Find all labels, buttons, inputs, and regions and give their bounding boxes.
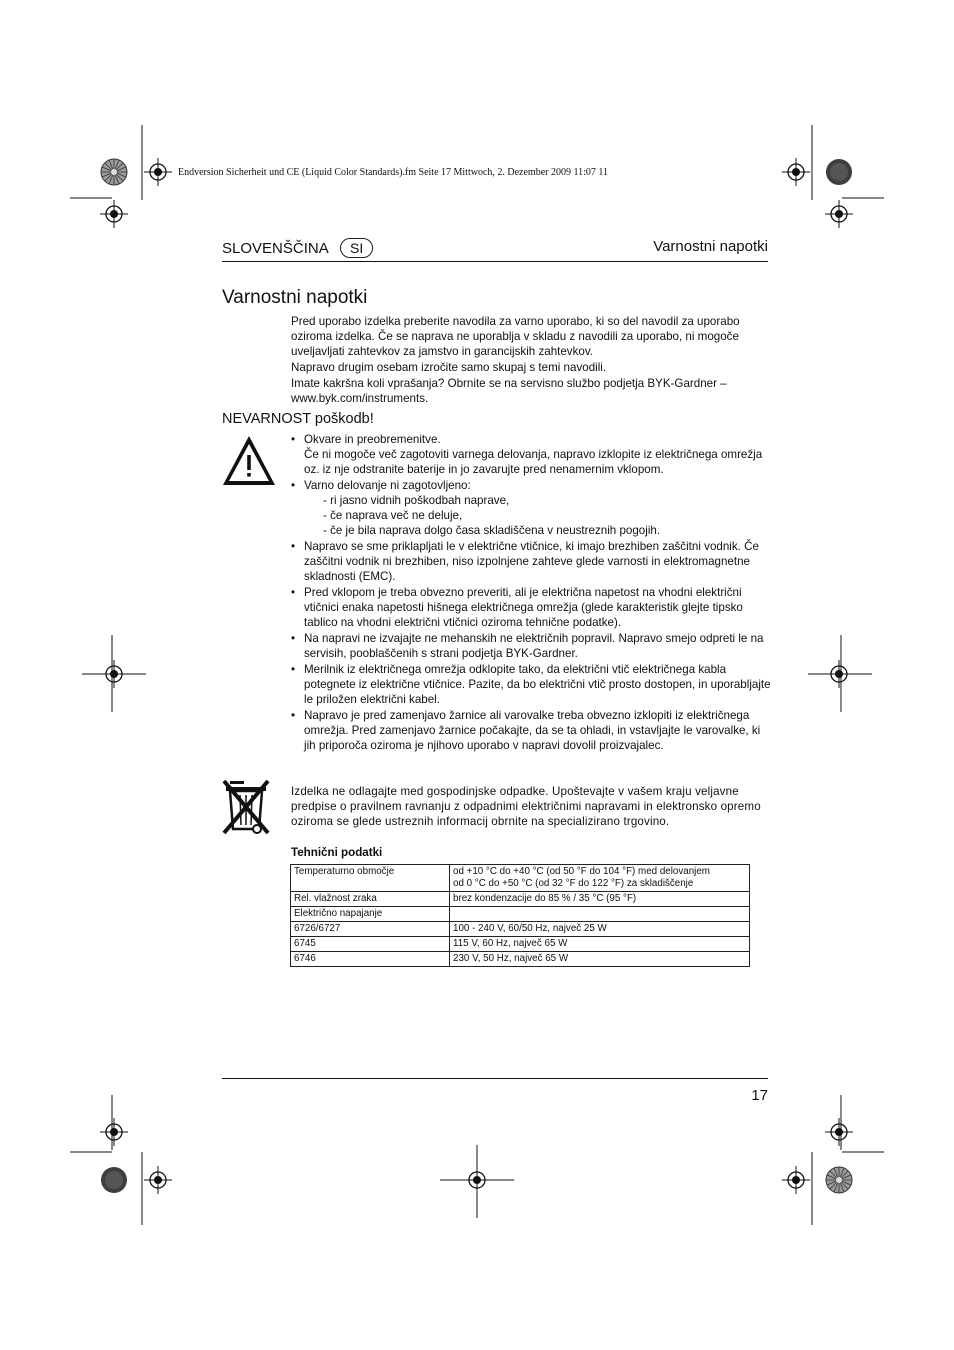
table-cell-value: 100 - 240 V, 60/50 Hz, največ 25 W xyxy=(450,922,750,937)
table-cell-value: od +10 °C do +40 °C (od 50 °F do 104 °F) med delovanjem od 0 °C do +50 °C (od 32 °F do 122 °F) za skladiščenje xyxy=(450,865,750,892)
bullet-icon: • xyxy=(291,632,296,645)
table-cell-value: 230 V, 50 Hz, največ 65 W xyxy=(450,952,750,967)
table-row xyxy=(291,865,750,892)
registration-mark-icon xyxy=(825,1118,853,1146)
list-item: • Varno delovanje ni zagotovljeno: - ri jasno vidnih poškodbah naprave, - če naprava več ne deluje, - če je bila naprava dolgo časa skladiščena v neustreznih pogojih. xyxy=(291,478,771,538)
list-item: • Napravo se sme priklapljati le v električne vtičnice, ki imajo brezhiben zaščitni vodnik. Če zaščitni vodnik ni brezhiben, niso izpolnjene zahteve glede varnosti in elektromagnetne skladnosti (EMC). xyxy=(291,540,759,583)
warning-triangle-icon xyxy=(222,435,276,487)
table-row xyxy=(291,952,750,967)
registration-mark-icon xyxy=(782,158,810,186)
registration-mark-icon xyxy=(100,200,128,228)
bullet-icon: • xyxy=(291,433,296,446)
sub-item: - če naprava več ne deluje, xyxy=(323,509,463,522)
intro-text xyxy=(291,314,769,407)
registration-mark-icon xyxy=(782,1166,810,1194)
table-cell-label: 6746 xyxy=(291,952,450,967)
language-header xyxy=(222,238,373,258)
registration-mark-icon xyxy=(101,1167,127,1193)
table-cell-value: 115 V, 60 Hz, največ 65 W xyxy=(450,937,750,952)
registration-mark-icon xyxy=(144,158,172,186)
sub-item: - če je bila naprava dolgo časa skladiščena v neustreznih pogojih. xyxy=(323,524,661,537)
tech-data-heading: Tehnični podatki xyxy=(291,846,383,859)
bullet-icon: • xyxy=(291,709,296,722)
sub-item: - ri jasno vidnih poškodbah naprave, xyxy=(323,494,510,507)
table-cell-label: Rel. vlažnost zraka xyxy=(291,892,450,907)
registration-mark-icon xyxy=(100,1118,128,1146)
table-cell-label: 6726/6727 xyxy=(291,922,450,937)
intro-paragraph: Napravo drugim osebam izročite samo skupaj s temi navodili. xyxy=(291,361,607,374)
crossed-out-wheelie-bin-icon xyxy=(222,775,270,837)
registration-mark-icon xyxy=(825,200,853,228)
bullet-icon: • xyxy=(291,540,296,553)
page-title: Varnostni napotki xyxy=(222,287,368,308)
list-item: • Merilnik iz električnega omrežja odklopite tako, da električni vtič električnega kabla potegnete iz električne vtičnice. Pazite, da bo električni vtič prosto dostopen, in uporabljajte le priložen električni kabel. xyxy=(291,663,771,706)
intro-paragraph: Pred uporabo izdelka preberite navodila za varno uporabo, ki so del navodil za uporabo oziroma izdelka. Če se naprava ne uporablja v skladu z navodili za uporabo, ni mogoče uveljavljati zahtevkov za jamstvo in garancijskih zahtevkov. xyxy=(291,315,740,358)
language-name: SLOVENŠČINA xyxy=(222,240,328,257)
registration-mark-icon xyxy=(826,1167,852,1193)
print-slug-line: Endversion Sicherheit und CE (Liquid Color Standards).fm Seite 17 Mittwoch, 2. Dezember 2009 11:07 11 xyxy=(178,167,609,178)
language-code-badge: SI xyxy=(340,238,373,258)
bullet-icon: • xyxy=(291,663,296,676)
running-header-section: Varnostni napotki xyxy=(653,238,768,255)
registration-mark-icon xyxy=(826,159,852,185)
table-cell-value xyxy=(450,907,750,922)
list-item: • Napravo je pred zamenjavo žarnice ali varovalke treba obvezno izklopiti iz električnega omrežja. Pred zamenjavo žarnice počakajte, da se ta ohladi, in vstavljajte le varovalke, ki jih priporoča oziroma je njihovo uporabo v napravi dovolil proizvajalec. xyxy=(291,709,761,752)
table-row xyxy=(291,937,750,952)
tech-data-table xyxy=(290,864,750,967)
list-item: • Okvare in preobremenitve. Če ni mogoče več zagotoviti varnega delovanja, napravo izklopite iz električnega omrežja oz. iz nje odstranite baterije in jo zavarujte pred nenamernim vklopom. xyxy=(291,433,763,476)
list-item: • Pred vklopom je treba obvezno preveriti, ali je električna napetost na vhodni električni vtičnici enaka napetosti hišnega električnega omrežja (glede karakteristik glejte tipsko tablico na vhodni električni vtičnici oziroma tehnične podatke). xyxy=(291,586,743,629)
intro-paragraph: Imate kakršna koli vprašanja? Obrnite se na servisno službo podjetja BYK-Gardner – www.byk.com/instruments. xyxy=(291,377,727,405)
registration-mark-icon xyxy=(144,1166,172,1194)
disposal-notice: Izdelka ne odlagajte med gospodinjske odpadke. Upoštevajte v vašem kraju veljavne predpise o pravilnem ravnanju z odpadnimi električnimi napravami in elektronsko opremo oziroma se glede ustreznih informacij obrnite na specializirano trgovino. xyxy=(291,785,761,828)
table-cell-label: Električno napajanje xyxy=(291,907,450,922)
danger-list xyxy=(291,432,771,754)
table-cell-value: brez kondenzacije do 85 % / 35 °C (95 °F) xyxy=(450,892,750,907)
table-row xyxy=(291,892,750,907)
table-row xyxy=(291,922,750,937)
table-row xyxy=(291,907,750,922)
danger-heading: NEVARNOST poškodb! xyxy=(222,411,374,427)
bullet-icon: • xyxy=(291,586,296,599)
footer-rule xyxy=(222,1078,768,1079)
header-rule xyxy=(222,261,768,262)
registration-mark-icon xyxy=(101,159,127,185)
table-cell-label: 6745 xyxy=(291,937,450,952)
page-number: 17 xyxy=(751,1087,768,1104)
list-item: • Na napravi ne izvajajte ne mehanskih ne električnih popravil. Napravo smejo odpreti le na servisih, pooblaščenih s strani podjetja BYK-Gardner. xyxy=(291,632,764,660)
bullet-icon: • xyxy=(291,479,296,492)
table-cell-label: Temperaturno območje xyxy=(291,865,450,892)
